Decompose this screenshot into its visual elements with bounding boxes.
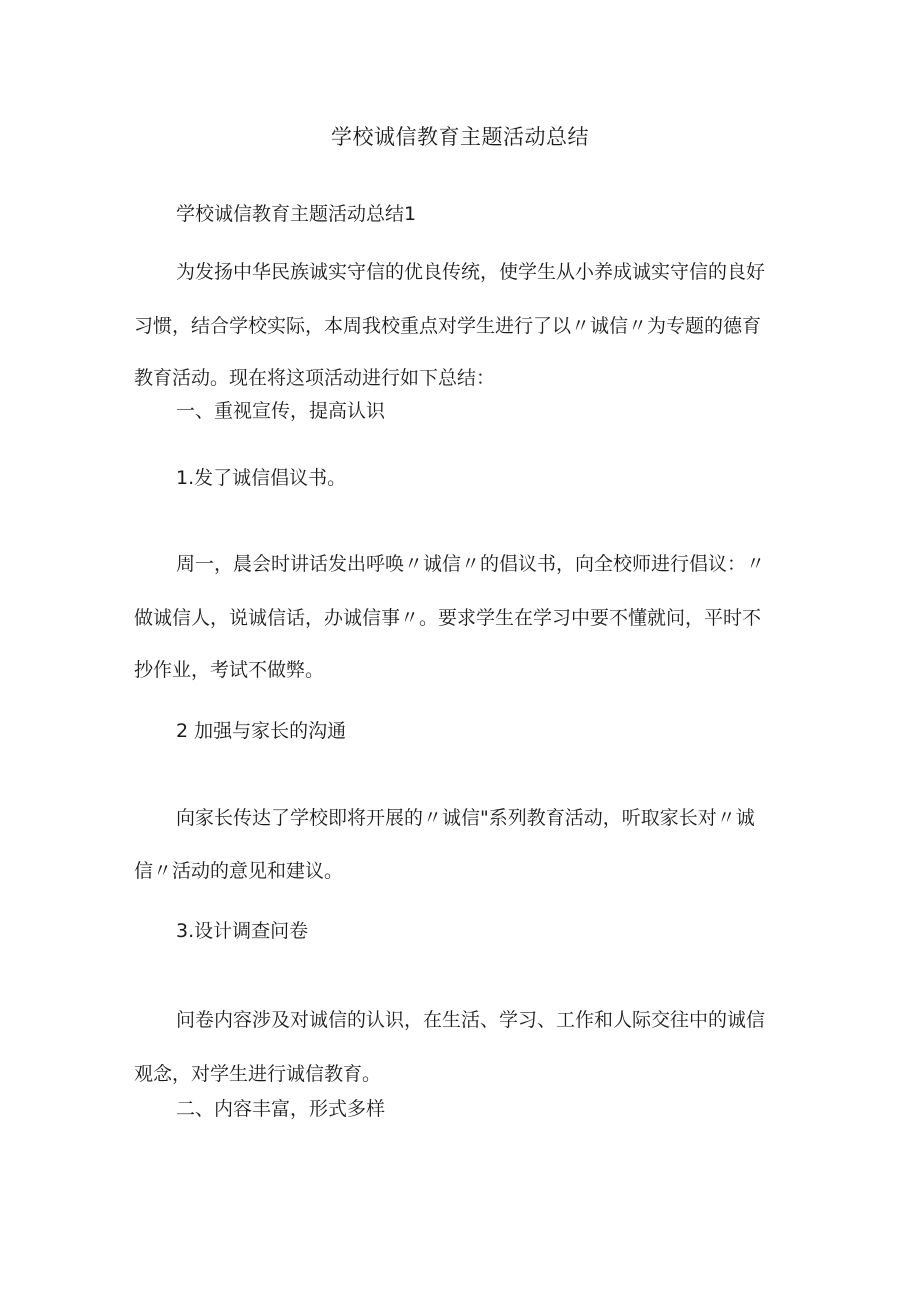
intro-line-3: 教育活动。现在将这项活动进行如下总结： [134,367,496,389]
item2-body-line-2: 信〃活动的意见和建议。 [134,860,344,882]
item1-heading: 1.发了诚信倡议书。 [176,467,347,489]
intro-line-1: 为发扬中华民族诚实守信的优良传统，使学生从小养成诚实守信的良好 [176,261,766,283]
intro-line-2: 习惯，结合学校实际，本周我校重点对学生进行了以〃诚信〃为专题的德育 [134,315,762,337]
item3-heading: 3.设计调查问卷 [176,920,309,942]
item1-body-line-1: 周一，晨会时讲话发出呼唤〃诚信〃的倡议书，向全校师进行倡议：〃 [176,553,766,575]
item3-body-line-2: 观念，对学生进行诚信教育。 [134,1063,382,1085]
item2-heading: 2 加强与家长的沟通 [176,720,347,742]
section1-heading: 一、重视宣传，提高认识 [176,400,386,422]
item3-body-line-1: 问卷内容涉及对诚信的认识，在生活、学习、工作和人际交往中的诚信 [176,1009,766,1031]
document-title: 学校诚信教育主题活动总结 [331,125,589,149]
section2-heading: 二、内容丰富，形式多样 [176,1098,386,1120]
document-subtitle: 学校诚信教育主题活动总结1 [176,203,417,225]
item1-body-line-2: 做诚信人，说诚信话，办诚信事〃。要求学生在学习中要不懂就问，平时不 [134,607,762,629]
item1-body-line-3: 抄作业，考试不做弊。 [134,659,325,681]
item2-body-line-1: 向家长传达了学校即将开展的〃诚信"系列教育活动，听取家长对〃诚 [176,807,755,829]
